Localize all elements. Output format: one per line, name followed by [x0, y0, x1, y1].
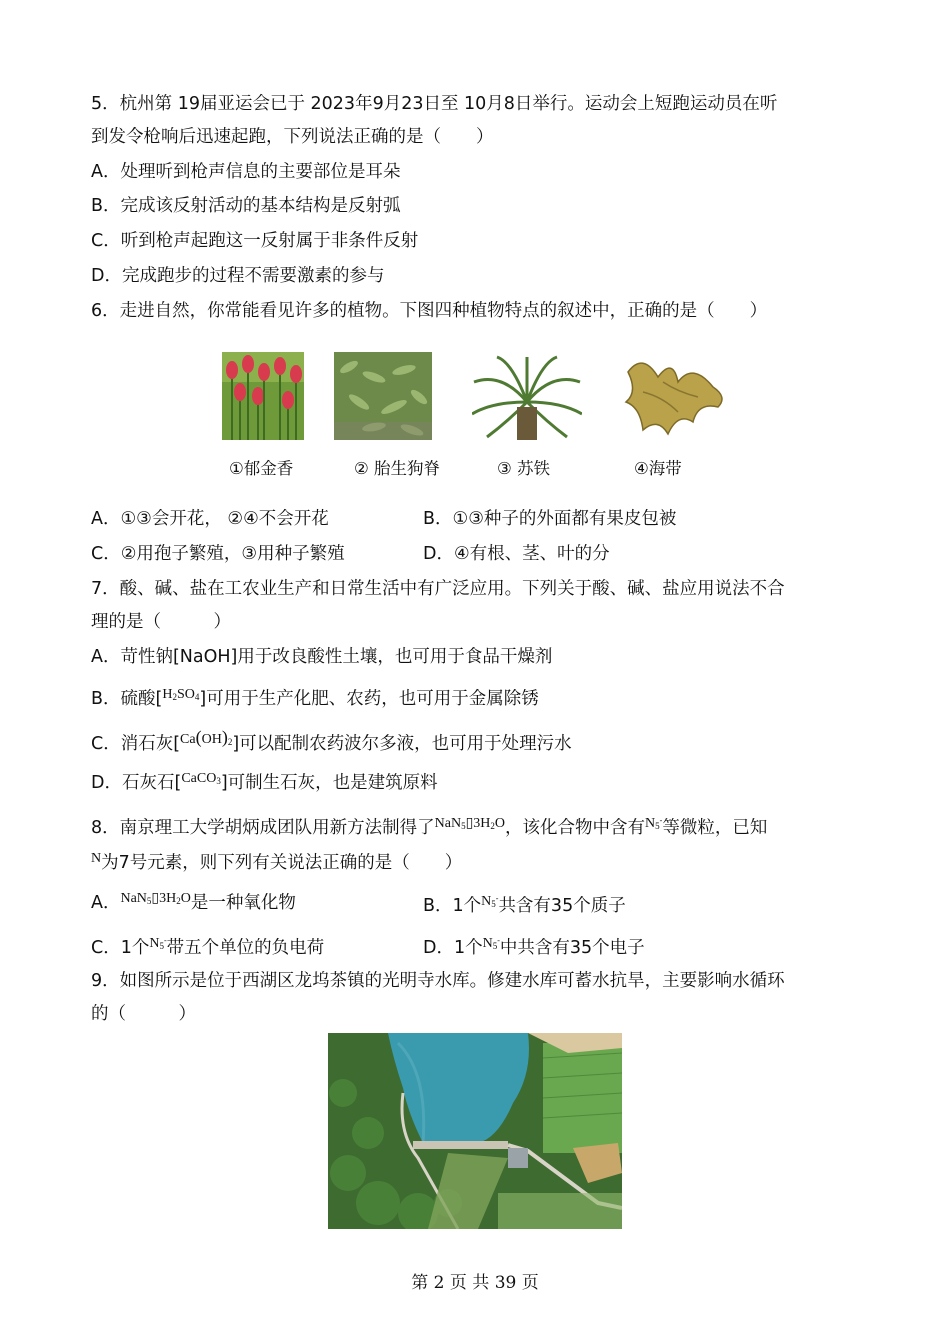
q5-option-b: B．完成该反射活动的基本结构是反射弧	[91, 196, 401, 216]
q5-option-c: C．听到枪声起跑这一反射属于非条件反射	[91, 231, 419, 251]
q8-stem-post: 等微粒，已知	[662, 818, 768, 838]
q7-option-d	[91, 767, 438, 795]
q7-stem-line2: 理的是（ ）	[91, 612, 231, 632]
caption-tulip: ①郁金香	[229, 459, 294, 478]
q7-option-c	[91, 725, 572, 756]
q8-stem-line2-text: 为7号元素，则下列有关说法正确的是（ ）	[101, 853, 463, 873]
reservoir-aerial-image	[328, 1033, 622, 1229]
q6-option-c: C．②用孢子繁殖，③用种子繁殖	[91, 544, 345, 564]
q8-stem-mid: ，该化合物中含有	[505, 818, 646, 838]
q8-stem-line2	[91, 847, 462, 875]
q8-stem-pre: 8．南京理工大学胡炳成团队用新方法制得了	[91, 818, 435, 838]
q5-option-d: D．完成跑步的过程不需要激素的参与	[91, 266, 385, 286]
q7-option-d-post: ]可制生石灰，也是建筑原料	[220, 773, 438, 793]
q5-stem-line2: 到发令枪响后迅速起跑，下列说法正确的是（ ）	[91, 127, 494, 147]
q6-stem: 6．走进自然，你常能看见许多的植物。下图四种植物特点的叙述中，正确的是（ ）	[91, 301, 768, 321]
formula-n5-ion-b: N5-	[481, 894, 499, 909]
q8-option-b-pre: B．1个	[423, 896, 482, 916]
tulip-image	[222, 352, 304, 440]
q5-option-a: A．处理听到枪声信息的主要部位是耳朵	[91, 162, 401, 182]
formula-caoh2: Ca(OH)2	[180, 727, 233, 747]
caption-fern: ② 胎生狗脊	[354, 459, 441, 478]
q8-option-b-post: 共含有35个质子	[498, 896, 626, 916]
q8-option-a	[91, 887, 296, 915]
q5-stem-line1: 5．杭州第 19届亚运会已于 2023年9月23日至 10月8日举行。运动会上短跑运动员在听	[91, 94, 778, 114]
formula-n5-ion-d: N5-	[482, 936, 500, 951]
q8-option-d-pre: D．1个	[423, 938, 483, 958]
q6-option-a: A．①③会开花， ②④不会开花	[91, 509, 329, 529]
fern-image	[334, 352, 432, 440]
q7-option-d-pre: D．石灰石[	[91, 773, 182, 793]
formula-nan5-3h2o: NaN5▯3H2O	[434, 816, 506, 831]
symbol-n: N	[91, 851, 102, 866]
formula-caco3: CaCO3	[181, 771, 221, 786]
cycad-image	[472, 352, 582, 440]
q8-option-d-post: 中共含有35个电子	[499, 938, 645, 958]
q8-option-a-post: 是一种氧化物	[190, 893, 296, 913]
q8-stem-line1	[91, 809, 767, 840]
formula-nan5-3h2o-a: NaN5▯3H2O	[120, 891, 191, 906]
formula-n5-ion-c: N5-	[149, 936, 167, 951]
q9-stem-line2: 的（ ）	[91, 1004, 196, 1024]
q7-option-b-pre: B．硫酸[	[91, 689, 163, 709]
page-footer: 第 2 页 共 39 页	[411, 1273, 539, 1293]
formula-n5-ion: N5-	[645, 816, 663, 831]
q8-option-b	[423, 887, 626, 918]
q7-option-c-post: ]可以配制农药波尔多液，也可用于处理污水	[232, 734, 572, 754]
q8-option-a-pre: A．	[91, 893, 121, 913]
q7-option-b-post: ]可用于生产化肥、农药，也可用于金属除锈	[199, 689, 539, 709]
q8-option-d	[423, 929, 645, 960]
q8-option-c-pre: C．1个	[91, 938, 150, 958]
q6-option-d: D．④有根、茎、叶的分	[423, 544, 610, 564]
q8-option-c-post: 带五个单位的负电荷	[166, 938, 325, 958]
q7-option-c-pre: C．消石灰[	[91, 734, 181, 754]
caption-cycad: ③ 苏铁	[497, 459, 551, 478]
caption-kelp: ④海带	[634, 459, 682, 478]
q8-option-c	[91, 929, 324, 960]
q9-stem-line1: 9．如图所示是位于西湖区龙坞茶镇的光明寺水库。修建水库可蓄水抗旱，主要影响水循环	[91, 971, 785, 991]
q7-stem-line1: 7．酸、碱、盐在工农业生产和日常生活中有广泛应用。下列关于酸、碱、盐应用说法不合	[91, 579, 785, 599]
q7-option-b	[91, 683, 539, 711]
q7-option-a: A．苛性钠[NaOH]用于改良酸性土壤，也可用于食品干燥剂	[91, 647, 553, 667]
kelp-image	[618, 352, 728, 440]
formula-h2so4: H2SO4	[162, 687, 200, 702]
q6-option-b: B．①③种子的外面都有果皮包被	[423, 509, 677, 529]
